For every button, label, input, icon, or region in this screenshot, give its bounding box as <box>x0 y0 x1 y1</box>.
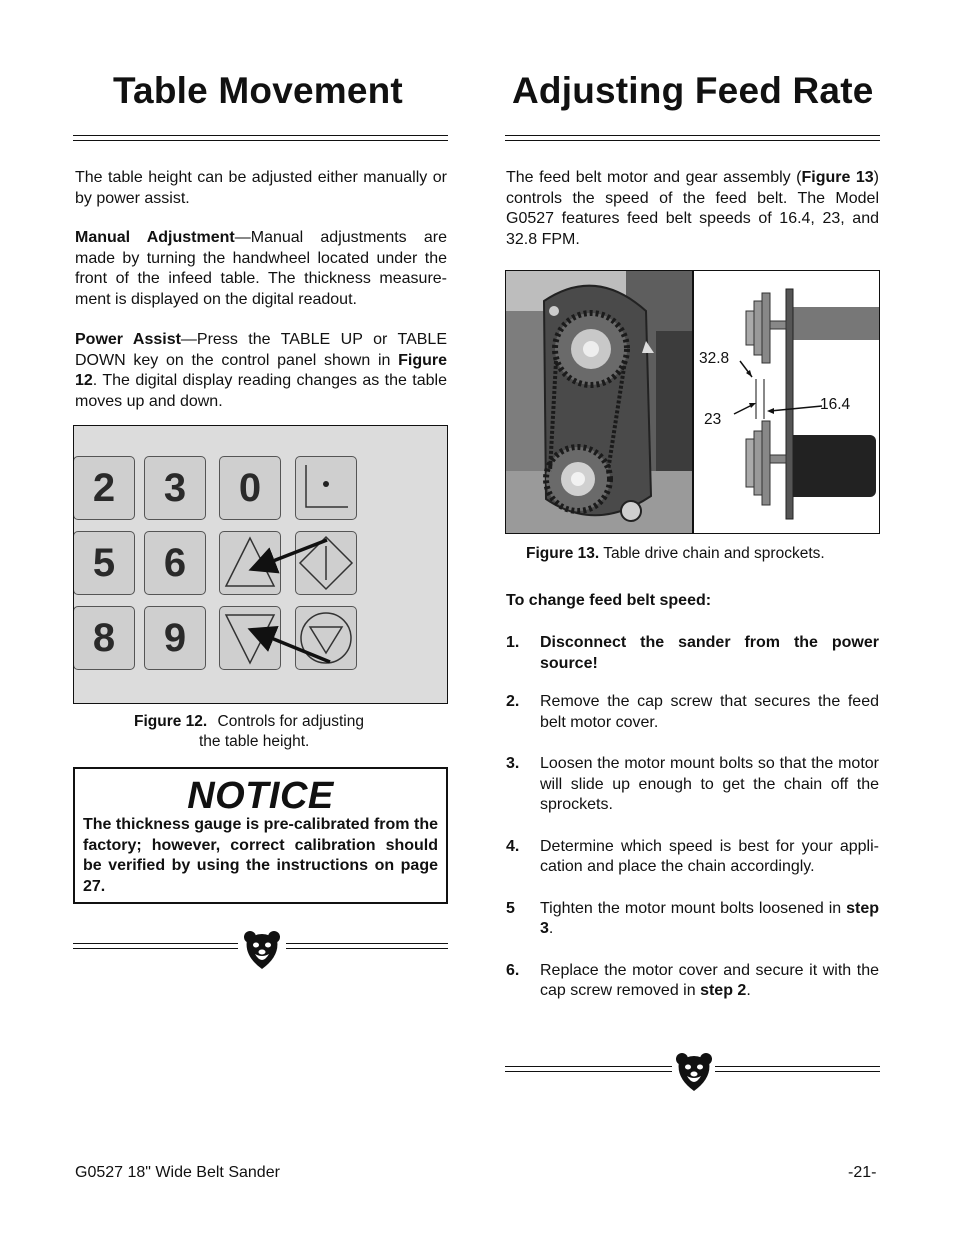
right-divider-rule-b <box>715 1066 880 1072</box>
label-16-4: 16.4 <box>820 396 851 413</box>
step-5-number: 5 <box>506 899 515 917</box>
arrow-up-pointer <box>255 540 327 568</box>
step-2 <box>506 692 879 733</box>
step-4-text: Determine which speed is best for your appli-cation and place the chain accordingly. <box>540 837 879 875</box>
power-assist-paragraph <box>75 330 447 412</box>
key-0: 0 <box>219 456 281 520</box>
step-5 <box>506 899 879 940</box>
right-intro-text-2: ) controls the speed of the feed belt. The Model G0527 features feed belt speeds of 16.4, 23, and 32.8 FPM. <box>506 169 879 248</box>
key-2: 2 <box>73 456 135 520</box>
figure-13 <box>505 270 880 534</box>
right-heading: Adjusting Feed Rate <box>512 70 874 111</box>
step-6-text-1: Replace the motor cover and secure it with the cap screw removed in <box>540 961 879 999</box>
right-intro-figure-ref: Figure 13 <box>801 169 874 186</box>
left-intro: The table height can be adjusted either manually or by power assist. <box>75 169 447 207</box>
step-1 <box>506 633 879 674</box>
procedure-heading: To change feed belt speed: <box>506 592 712 609</box>
left-divider-rule-a <box>73 943 238 949</box>
figure-13-label: Figure 13. <box>526 545 600 562</box>
step-2-text: Remove the cap screw that secures the feed belt motor cover. <box>540 693 879 731</box>
step-1-number: 1. <box>506 634 520 651</box>
sprocket-diagram <box>694 271 879 533</box>
key-9: 9 <box>144 606 206 670</box>
right-divider-rule-a <box>505 1066 672 1072</box>
step-4 <box>506 837 879 878</box>
figure-13-caption-text: Table drive chain and sprockets. <box>603 545 825 562</box>
key-8: 8 <box>73 606 135 670</box>
step-6 <box>506 961 879 1002</box>
label-23: 23 <box>704 411 722 428</box>
power-assist-text-2: . The digital display reading changes as the table moves up and down. <box>75 372 447 410</box>
right-intro <box>506 168 879 250</box>
power-assist-label: Power Assist <box>75 331 181 348</box>
key-3: 3 <box>144 456 206 520</box>
step-5-text-2: . <box>548 920 554 937</box>
procedure-steps <box>506 633 879 1023</box>
left-heading-rule <box>73 135 448 141</box>
step-5-text-1: Tighten the motor mount bolts loosened in <box>540 899 847 917</box>
notice-text: The thickness gauge is pre-calibrated from the factory; however, correct calibration should be verified by using the instructions on page 27. <box>83 816 438 895</box>
figure-12-label: Figure 12. <box>134 713 208 730</box>
step-1-text: Disconnect the sander from the power source! <box>540 634 879 672</box>
figure-12-caption-line1: Controls for adjusting <box>217 713 364 730</box>
left-divider-rule-b <box>286 943 448 949</box>
key-6: 6 <box>144 531 206 595</box>
bear-logo-icon <box>243 930 281 970</box>
left-heading: Table Movement <box>113 70 403 111</box>
power-assist-figure-ref: Figure 12 <box>75 351 447 389</box>
bear-logo-icon <box>675 1052 713 1092</box>
step-6-ref: step 2 <box>700 982 747 999</box>
step-2-number: 2. <box>506 693 520 710</box>
keypad-figure <box>73 425 448 704</box>
figure-12-caption <box>134 712 364 732</box>
step-6-text-2: . <box>746 982 751 999</box>
power-assist-text-1: —Press the TABLE UP or TABLE DOWN key on the control panel shown in <box>75 331 448 369</box>
key-5: 5 <box>73 531 135 595</box>
manual-adjustment-label: Manual Adjustment <box>75 229 235 246</box>
step-4-number: 4. <box>506 837 520 855</box>
right-intro-text-1: The feed belt motor and gear assembly ( <box>506 169 802 186</box>
figure-13-caption <box>526 544 825 564</box>
figure-12-arrows <box>74 426 448 704</box>
step-3-text: Loosen the motor mount bolts so that the motor will slide up enough to get the chain off the sprockets. <box>540 755 879 813</box>
notice-title: NOTICE <box>187 775 334 817</box>
manual-adjustment-text: —Manual adjustments are made by turning the handwheel located under the front of the infeed table. The thickness measure-ment is displayed on the digital readout. <box>75 229 448 308</box>
label-32-8: 32.8 <box>699 350 730 367</box>
notice-box <box>73 767 448 904</box>
step-6-number: 6. <box>506 961 520 979</box>
step-5-ref: step 3 <box>540 899 879 937</box>
arrow-down-pointer <box>254 631 330 662</box>
footer-model: G0527 18" Wide Belt Sander <box>75 1164 280 1181</box>
manual-adjustment-paragraph <box>75 228 447 310</box>
step-3-number: 3. <box>506 755 520 772</box>
chain-sprocket-photo <box>506 271 692 533</box>
figure-12-caption-line2: the table height. <box>199 733 310 750</box>
right-heading-rule <box>505 135 880 141</box>
step-3 <box>506 754 879 816</box>
footer-page-number: -21- <box>848 1164 877 1181</box>
